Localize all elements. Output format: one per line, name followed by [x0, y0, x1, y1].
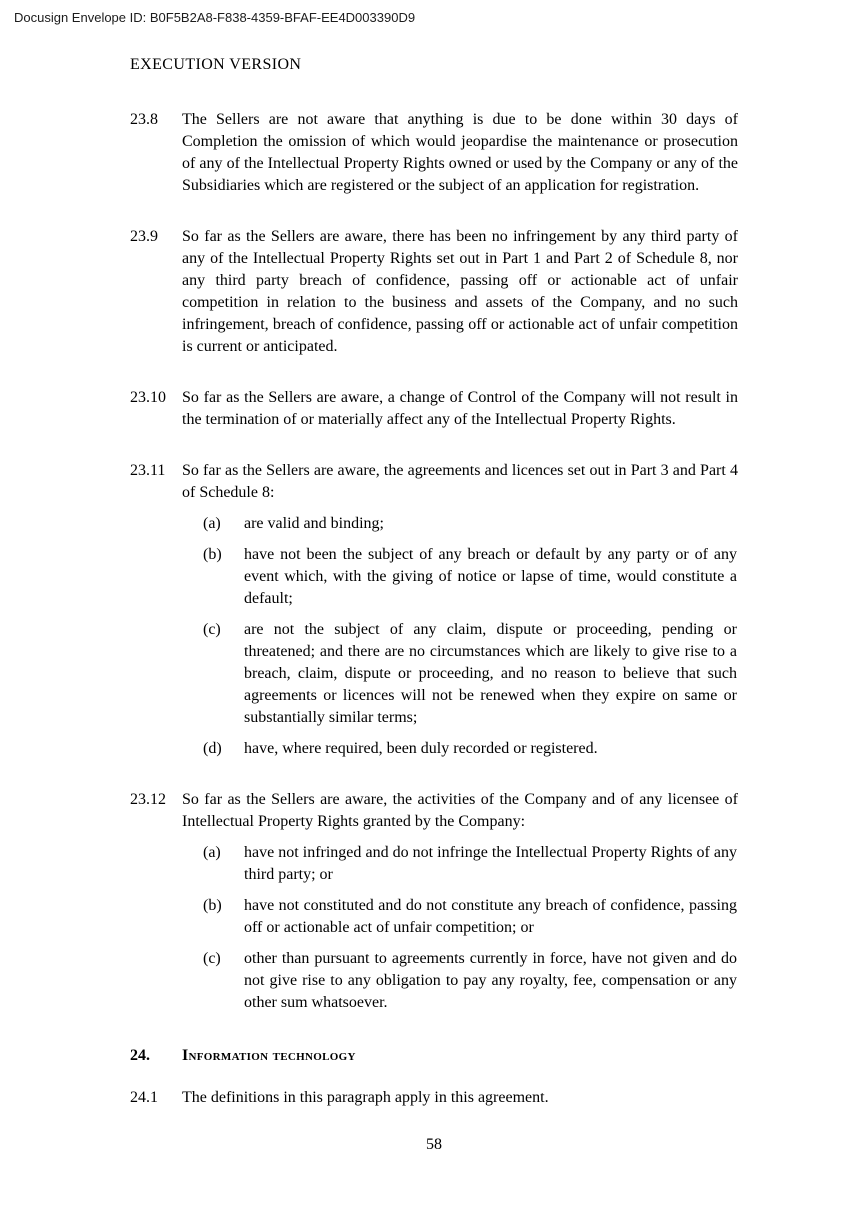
subitem-23.12-c	[203, 948, 738, 1014]
subitem-text: are not the subject of any claim, dispute or proceeding, pending or threatened; and there are no circumstances which are likely to give rise to a breach, claim, dispute or proceeding, and no reason to believe that such agreements or licences will not be renewed when they expire on same or substantially similar terms;	[244, 621, 737, 726]
paragraph-number: 24.1	[130, 1089, 158, 1106]
paragraph-number: 23.9	[130, 228, 158, 245]
paragraph-number: 23.11	[130, 462, 166, 479]
section-heading: Information technology	[182, 1047, 356, 1064]
subitem-letter: (d)	[203, 740, 222, 757]
subitem-letter: (a)	[203, 844, 221, 861]
subitem-text: have, where required, been duly recorded or registered.	[244, 740, 598, 757]
paragraph-text: So far as the Sellers are aware, the activities of the Company and of any licensee of Intellectual Property Rights granted by the Company:	[182, 791, 738, 830]
paragraph-number: 23.12	[130, 791, 166, 808]
subitem-text: have not been the subject of any breach or default by any party or of any event which, with the giving of notice or lapse of time, would constitute a default;	[244, 546, 737, 607]
paragraph-24.1	[130, 1087, 738, 1109]
document-body	[130, 109, 738, 1109]
paragraph-23.8	[130, 109, 738, 197]
subitem-23.12-a	[203, 842, 738, 886]
subitem-letter: (a)	[203, 515, 221, 532]
paragraph-23.12	[130, 789, 738, 833]
docusign-envelope-id: Docusign Envelope ID: B0F5B2A8-F838-4359-BFAF-EE4D003390D9	[14, 10, 416, 25]
subitem-23.11-c	[203, 619, 738, 729]
subitem-letter: (b)	[203, 897, 222, 914]
paragraph-23.10	[130, 387, 738, 431]
subitem-letter: (c)	[203, 950, 221, 967]
subitem-23.11-d	[203, 738, 738, 760]
subitem-23.11-b	[203, 544, 738, 610]
paragraph-text: The Sellers are not aware that anything is due to be done within 30 days of Completion the omission of which would jeopardise the maintenance or prosecution of any of the Intellectual Property Rights owned or used by the Company or any of the Subsidiaries which are registered or the subject of an application for registration.	[182, 111, 738, 194]
subitem-text: have not infringed and do not infringe the Intellectual Property Rights of any third party; or	[244, 844, 737, 883]
subitem-text: are valid and binding;	[244, 515, 384, 532]
section-number: 24.	[130, 1047, 150, 1064]
subitem-text: have not constituted and do not constitute any breach of confidence, passing off or actionable act of unfair competition; or	[244, 897, 737, 936]
paragraph-text: The definitions in this paragraph apply in this agreement.	[182, 1089, 549, 1106]
paragraph-text: So far as the Sellers are aware, the agreements and licences set out in Part 3 and Part 4 of Schedule 8:	[182, 462, 738, 501]
section-heading-24	[130, 1045, 738, 1067]
paragraph-23.9	[130, 226, 738, 358]
paragraph-text: So far as the Sellers are aware, a change of Control of the Company will not result in the termination of or materially affect any of the Intellectual Property Rights.	[182, 389, 738, 428]
subitem-letter: (b)	[203, 546, 222, 563]
subitem-text: other than pursuant to agreements currently in force, have not given and do not give rise to any obligation to pay any royalty, fee, compensation or any other sum whatsoever.	[244, 950, 737, 1011]
subitem-23.12-b	[203, 895, 738, 939]
paragraph-text: So far as the Sellers are aware, there has been no infringement by any third party of any of the Intellectual Property Rights set out in Part 1 and Part 2 of Schedule 8, nor any third party breach of confidence, passing off or actionable act of unfair competition in relation to the business and assets of the Company, and no such infringement, breach of confidence, passing off or actionable act of unfair competition is current or anticipated.	[182, 228, 738, 355]
execution-version-label: EXECUTION VERSION	[130, 56, 302, 73]
page-number: 58	[426, 1136, 442, 1153]
paragraph-23.11	[130, 460, 738, 504]
paragraph-number: 23.10	[130, 389, 166, 406]
subitem-letter: (c)	[203, 621, 221, 638]
subitem-23.11-a	[203, 513, 738, 535]
paragraph-number: 23.8	[130, 111, 158, 128]
